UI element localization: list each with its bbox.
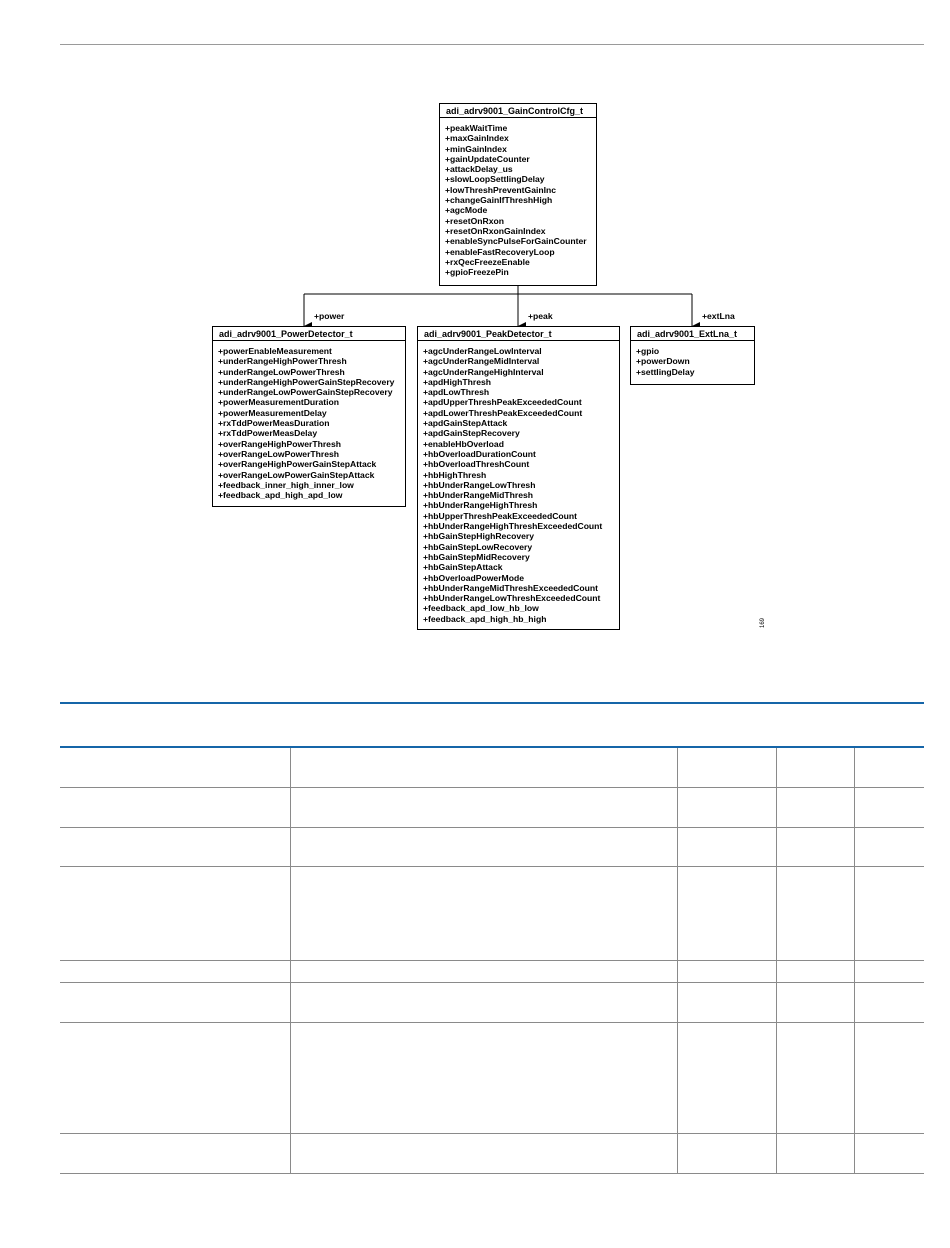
attribute: +maxGainIndex — [445, 133, 509, 144]
class-box-power-detector — [212, 326, 406, 507]
attribute: +minGainIndex — [445, 143, 507, 154]
attribute: +hbGainStepHighRecovery — [423, 531, 535, 542]
class-name: adi_adrv9001_ExtLna_t — [631, 327, 754, 341]
table-cell — [677, 982, 776, 1022]
attribute: +rxTddPowerMeasDuration — [218, 418, 330, 429]
attribute: +powerEnableMeasurement — [218, 346, 332, 356]
table-cell — [290, 960, 677, 982]
class-box-ext-lna — [630, 326, 755, 385]
figure-id: 169 — [760, 617, 766, 628]
attribute: +hbHighThresh — [423, 469, 487, 480]
class-name: adi_adrv9001_GainControlCfg_t — [440, 104, 596, 118]
attribute: +apdLowThresh — [423, 387, 490, 398]
table-cell — [677, 1133, 776, 1173]
attribute: +resetOnRxon — [445, 215, 504, 226]
table-cell — [290, 747, 677, 787]
attribute: +agcUnderRangeHighInterval — [423, 366, 544, 377]
table-row — [60, 866, 924, 960]
table-cell — [290, 827, 677, 866]
table-cell — [60, 787, 290, 827]
class-box-gain-control-cfg — [439, 103, 597, 286]
attribute: +overRangeLowPowerGainStepAttack — [218, 469, 375, 480]
attribute: +hbGainStepAttack — [423, 562, 503, 573]
table-cell — [854, 1133, 924, 1173]
table-cell — [776, 960, 854, 982]
role-label-peak: +peak — [528, 311, 553, 321]
table-cell — [854, 787, 924, 827]
table-cell — [290, 1022, 677, 1133]
attribute: +attackDelay_us — [445, 164, 513, 175]
attribute: +rxTddPowerMeasDelay — [218, 428, 318, 439]
attribute: +underRangeHighPowerGainStepRecovery — [218, 376, 395, 387]
table-cell — [854, 827, 924, 866]
attribute: +hbOverloadPowerMode — [423, 572, 524, 583]
attribute: +rxQecFreezeEnable — [445, 256, 530, 267]
attribute: +underRangeLowPowerGainStepRecovery — [218, 387, 393, 398]
attribute: +hbUnderRangeLowThreshExceededCount — [423, 593, 601, 604]
attribute: +agcUnderRangeMidInterval — [423, 356, 540, 367]
attribute: +apdHighThresh — [423, 376, 492, 387]
attribute: +slowLoopSettlingDelay — [445, 174, 545, 185]
attribute-list — [418, 341, 619, 624]
table-cell — [776, 787, 854, 827]
table-row — [60, 747, 924, 787]
attribute: +settlingDelay — [636, 366, 695, 377]
table-cell — [60, 1022, 290, 1133]
table-row — [60, 982, 924, 1022]
empty-table — [60, 746, 924, 1174]
attribute: +apdGainStepRecovery — [423, 428, 520, 439]
attribute: +agcMode — [445, 205, 488, 216]
attribute: +overRangeLowPowerThresh — [218, 448, 340, 459]
attribute: +enableSyncPulseForGainCounter — [445, 236, 587, 247]
attribute: +enableHbOverload — [423, 438, 504, 449]
table-cell — [776, 866, 854, 960]
table-cell — [677, 747, 776, 787]
attribute: +apdLowerThreshPeakExceededCount — [423, 407, 583, 418]
attribute: +hbUnderRangeMidThreshExceededCount — [423, 582, 599, 593]
table-cell — [60, 960, 290, 982]
attribute: +gpioFreezePin — [445, 267, 509, 278]
class-box-peak-detector — [417, 326, 620, 630]
attribute: +feedback_apd_low_hb_low — [423, 603, 539, 614]
table-row — [60, 787, 924, 827]
table-cell — [776, 1133, 854, 1173]
role-label-extlna: +extLna — [702, 311, 735, 321]
attribute: +apdGainStepAttack — [423, 418, 508, 429]
table-cell — [677, 827, 776, 866]
table-cell — [854, 960, 924, 982]
attribute: +hbOverloadThreshCount — [423, 459, 530, 470]
table-cell — [677, 866, 776, 960]
table-cell — [776, 982, 854, 1022]
attribute: +hbUnderRangeHighThreshExceededCount — [423, 521, 603, 532]
section-rule — [60, 702, 924, 704]
attribute: +changeGainIfThreshHigh — [445, 195, 553, 206]
table-row — [60, 1133, 924, 1173]
attribute: +feedback_apd_high_hb_high — [423, 613, 547, 624]
attribute: +feedback_inner_high_inner_low — [218, 479, 354, 490]
table-row — [60, 1022, 924, 1133]
attribute: +lowThreshPreventGainInc — [445, 184, 557, 195]
table-cell — [290, 1133, 677, 1173]
attribute: +hbGainStepMidRecovery — [423, 551, 530, 562]
table-cell — [854, 866, 924, 960]
attribute: +resetOnRxonGainIndex — [445, 225, 546, 236]
attribute: +powerMeasurementDuration — [218, 397, 340, 408]
table-row — [60, 827, 924, 866]
attribute: +gpio — [636, 346, 660, 356]
attribute: +peakWaitTime — [445, 123, 508, 133]
table-cell — [677, 1022, 776, 1133]
attribute: +hbUnderRangeMidThresh — [423, 490, 534, 501]
attribute: +overRangeHighPowerThresh — [218, 438, 341, 449]
table-cell — [776, 1022, 854, 1133]
attribute-list — [213, 341, 405, 500]
attribute: +apdUpperThreshPeakExceededCount — [423, 397, 582, 408]
table-cell — [60, 982, 290, 1022]
table-cell — [776, 827, 854, 866]
table-cell — [290, 787, 677, 827]
attribute: +powerDown — [636, 356, 690, 367]
table-cell — [776, 747, 854, 787]
table-cell — [854, 747, 924, 787]
attribute: +hbUnderRangeHighThresh — [423, 500, 538, 511]
table-cell — [677, 960, 776, 982]
table-cell — [290, 982, 677, 1022]
table-cell — [854, 1022, 924, 1133]
role-label-power: +power — [314, 311, 345, 321]
attribute: +hbOverloadDurationCount — [423, 448, 536, 459]
attribute: +overRangeHighPowerGainStepAttack — [218, 459, 377, 470]
table-cell — [60, 1133, 290, 1173]
table-row — [60, 960, 924, 982]
attribute: +hbUpperThreshPeakExceededCount — [423, 510, 578, 521]
class-name: adi_adrv9001_PeakDetector_t — [418, 327, 619, 341]
table-cell — [60, 827, 290, 866]
table-cell — [677, 787, 776, 827]
attribute: +underRangeLowPowerThresh — [218, 366, 345, 377]
attribute: +underRangeHighPowerThresh — [218, 356, 347, 367]
table-cell — [290, 866, 677, 960]
attribute: +feedback_apd_high_apd_low — [218, 490, 343, 501]
table-cell — [60, 866, 290, 960]
attribute: +enableFastRecoveryLoop — [445, 246, 555, 257]
attribute: +agcUnderRangeLowInterval — [423, 346, 542, 356]
attribute: +hbUnderRangeLowThresh — [423, 479, 536, 490]
attribute-list — [440, 118, 596, 277]
class-name: adi_adrv9001_PowerDetector_t — [213, 327, 405, 341]
attribute: +powerMeasurementDelay — [218, 407, 327, 418]
attribute: +hbGainStepLowRecovery — [423, 541, 533, 552]
attribute-list — [631, 341, 754, 377]
table-cell — [854, 982, 924, 1022]
table-cell — [60, 747, 290, 787]
attribute: +gainUpdateCounter — [445, 153, 530, 164]
